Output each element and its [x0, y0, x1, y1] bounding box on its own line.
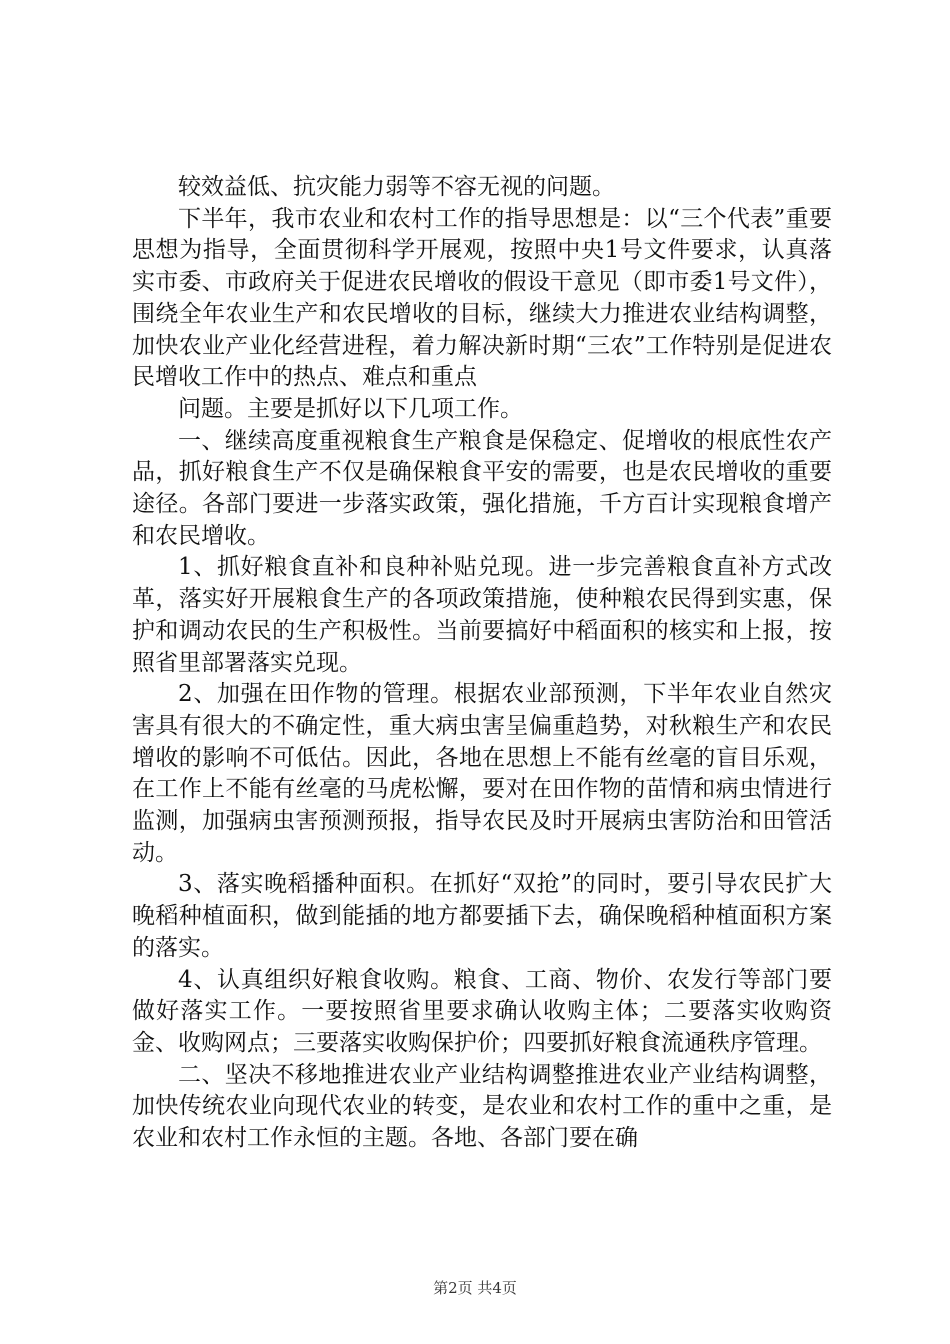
paragraph: 2、加强在田作物的管理。根据农业部预测，下半年农业自然灾害具有很大的不确定性，重大病虫害呈偏重趋势，对秋粮生产和农民增收的影响不可低估。因此，各地在思想上不能有丝毫的盲目乐观，在工作上不能有丝毫的马虎松懈，要对在田作物的苗情和病虫情进行监测，加强病虫害预测预报，指导农民及时开展病虫害防治和田管活动。 — [132, 681, 832, 866]
paragraph: 下半年，我市农业和农村工作的指导思想是：以“三个代表”重要思想为指导，全面贯彻科学开展观，按照中央1号文件要求，认真落实市委、市政府关于促进农民增收的假设干意见（即市委1号文件），围绕全年农业生产和农民增收的目标，继续大力推进农业结构调整，加快农业产业化经营进程，着力解决新时期“三农”工作特别是促进农民增收工作中的热点、难点和重点 — [132, 205, 832, 391]
page-footer: 第2页 共4页 — [433, 1279, 517, 1297]
paragraph: 问题。主要是抓好以下几项工作。 — [178, 395, 523, 422]
paragraph: 较效益低、抗灾能力弱等不容无视的问题。 — [178, 174, 615, 200]
document-body — [132, 172, 832, 1155]
paragraph: 二、坚决不移地推进农业产业结构调整推进农业产业结构调整，加快传统农业向现代农业的转变，是农业和农村工作的重中之重，是农业和农村工作永恒的主题。各地、各部门要在确 — [132, 1061, 832, 1152]
paragraph: 1、抓好粮食直补和良种补贴兑现。进一步完善粮食直补方式改革，落实好开展粮食生产的各项政策措施，使种粮农民得到实惠，保护和调动农民的生产积极性。当前要搞好中稻面积的核实和上报，按照省里部署落实兑现。 — [132, 554, 832, 676]
paragraph: 4、认真组织好粮食收购。粮食、工商、物价、农发行等部门要做好落实工作。一要按照省里要求确认收购主体；二要落实收购资金、收购网点；三要落实收购保护价；四要抓好粮食流通秩序管理。 — [132, 966, 832, 1056]
paragraph: 3、落实晚稻播种面积。在抓好“双抢”的同时，要引导农民扩大晚稻种植面积，做到能插的地方都要插下去，确保晚稻种植面积方案的落实。 — [132, 871, 832, 961]
paragraph: 一、继续高度重视粮食生产粮食是保稳定、促增收的根底性农产品，抓好粮食生产不仅是确保粮食平安的需要，也是农民增收的重要途径。各部门要进一步落实政策，强化措施，千方百计实现粮食增产和农民增收。 — [132, 427, 832, 549]
